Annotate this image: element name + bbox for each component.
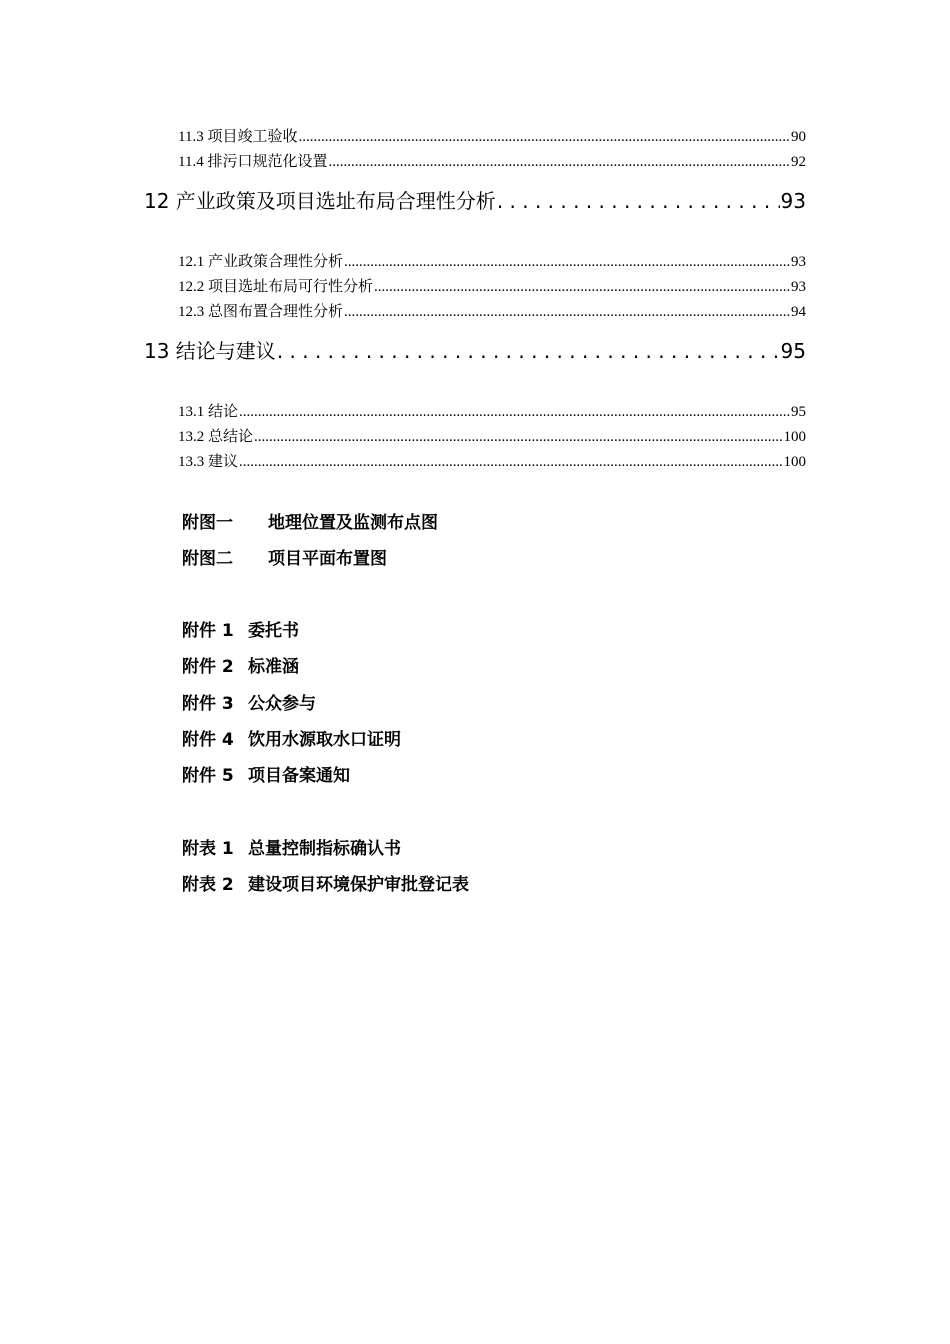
appendix-attachment-1 [182, 618, 299, 644]
toc-entry-title: 13.3 建议 [178, 454, 239, 470]
toc-page-number: 95 [780, 339, 806, 363]
appendix-title: 委托书 [248, 621, 299, 641]
toc-dot-leader [374, 276, 790, 298]
appendix-label: 附件 2 [182, 657, 234, 677]
appendix-title: 项目平面布置图 [268, 549, 387, 569]
toc-chapter-13[interactable] [144, 336, 806, 366]
appendix-label: 附图一 [182, 513, 233, 533]
appendix-label: 附件 1 [182, 621, 234, 641]
toc-page-number: 93 [780, 189, 806, 213]
appendix-attachment-4 [182, 727, 401, 753]
toc-page-number: 93 [791, 254, 806, 270]
appendix-label: 附件 5 [182, 766, 234, 786]
toc-dot-leader [344, 301, 790, 323]
toc-dot-leader [328, 151, 790, 173]
appendix-table-2 [182, 872, 469, 898]
toc-entry-title: 13.1 结论 [178, 404, 239, 420]
appendix-figure-2 [182, 546, 387, 572]
appendix-label: 附表 2 [182, 875, 234, 895]
toc-dot-leader [298, 126, 790, 148]
toc-entry-12-3[interactable] [178, 301, 806, 323]
toc-entry-12-2[interactable] [178, 276, 806, 298]
appendix-attachment-5 [182, 763, 350, 789]
appendix-label: 附表 1 [182, 839, 234, 859]
toc-page-number: 92 [791, 154, 806, 170]
toc-page-number: 94 [791, 304, 806, 320]
toc-page-number: 90 [791, 129, 806, 145]
toc-page-number: 95 [791, 404, 806, 420]
toc-entry-11-4[interactable] [178, 151, 806, 173]
toc-entry-title: 12.1 产业政策合理性分析 [178, 254, 344, 270]
toc-entry-title: 11.3 项目竣工验收 [178, 129, 298, 145]
toc-dot-leader [344, 251, 790, 273]
appendix-title: 项目备案通知 [248, 766, 350, 786]
appendix-title: 总量控制指标确认书 [248, 839, 401, 859]
toc-dot-leader [239, 451, 782, 473]
toc-entry-13-2[interactable] [178, 426, 806, 448]
appendix-figure-1 [182, 510, 438, 536]
appendix-title: 标准涵 [248, 657, 299, 677]
appendix-title: 地理位置及监测布点图 [268, 513, 438, 533]
toc-entry-title: 11.4 排污口规范化设置 [178, 154, 328, 170]
toc-page-number: 100 [783, 429, 806, 445]
appendix-attachment-2 [182, 654, 299, 680]
appendix-title: 饮用水源取水口证明 [248, 730, 401, 750]
appendix-table-1 [182, 836, 401, 862]
toc-entry-title: 12.3 总图布置合理性分析 [178, 304, 344, 320]
toc-dot-leader [254, 426, 782, 448]
appendix-label: 附图二 [182, 549, 233, 569]
toc-dot-leader [239, 401, 790, 423]
toc-entry-13-3[interactable] [178, 451, 806, 473]
toc-chapter-title: 12 产业政策及项目选址布局合理性分析 [144, 189, 496, 213]
appendix-title: 公众参与 [248, 694, 316, 714]
toc-entry-13-1[interactable] [178, 401, 806, 423]
toc-entry-title: 12.2 项目选址布局可行性分析 [178, 279, 374, 295]
toc-chapter-title: 13 结论与建议 [144, 339, 276, 363]
toc-dot-leader [277, 336, 780, 366]
toc-entry-11-3[interactable] [178, 126, 806, 148]
toc-chapter-12[interactable] [144, 186, 806, 216]
toc-entry-title: 13.2 总结论 [178, 429, 254, 445]
toc-entry-12-1[interactable] [178, 251, 806, 273]
appendix-title: 建设项目环境保护审批登记表 [248, 875, 469, 895]
appendix-attachment-3 [182, 691, 316, 717]
toc-page-number: 93 [791, 279, 806, 295]
toc-dot-leader [497, 186, 780, 216]
appendix-label: 附件 3 [182, 694, 234, 714]
toc-page-number: 100 [783, 454, 806, 470]
appendix-label: 附件 4 [182, 730, 234, 750]
